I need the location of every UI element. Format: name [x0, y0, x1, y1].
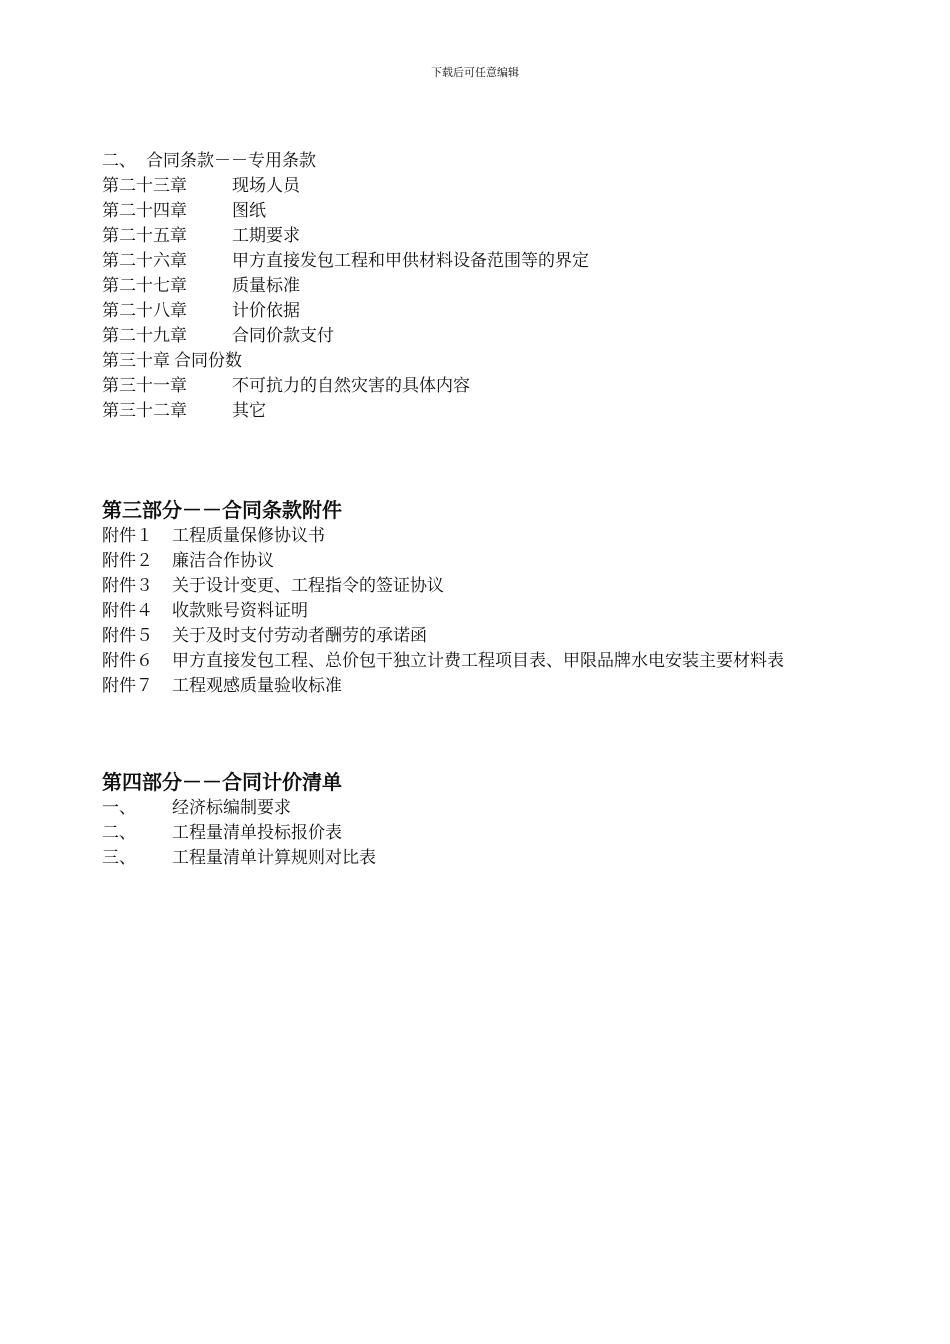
pricing-number: 三、	[102, 848, 136, 868]
chapter-title: 合同价款支付	[232, 326, 334, 346]
appendix-item	[102, 649, 862, 674]
chapter-item	[102, 274, 862, 299]
chapter-number: 第三十二章	[102, 401, 187, 421]
pricing-list-section	[102, 768, 862, 871]
chapter-number: 第二十九章	[102, 326, 187, 346]
chapter-title: 合同份数	[174, 351, 242, 371]
appendix-number: 附件１	[102, 526, 153, 546]
appendix-title: 关于及时支付劳动者酬劳的承诺函	[172, 626, 427, 646]
appendix-item	[102, 674, 862, 699]
chapter-item	[102, 174, 862, 199]
chapter-title: 计价依据	[232, 301, 300, 321]
appendix-title: 甲方直接发包工程、总价包干独立计费工程项目表、甲限品牌水电安装主要材料表	[172, 651, 784, 671]
appendix-number: 附件２	[102, 551, 153, 571]
chapter-item	[102, 324, 862, 349]
chapter-number: 第二十五章	[102, 226, 187, 246]
chapter-number: 第二十三章	[102, 176, 187, 196]
chapter-title: 图纸	[232, 201, 266, 221]
chapter-item	[102, 399, 862, 424]
appendix-title: 廉洁合作协议	[172, 551, 274, 571]
appendix-number: 附件６	[102, 651, 153, 671]
pricing-item	[102, 846, 862, 871]
appendix-item	[102, 624, 862, 649]
pricing-title: 工程量清单计算规则对比表	[172, 848, 376, 868]
chapter-number: 第二十八章	[102, 301, 187, 321]
chapter-item	[102, 249, 862, 274]
chapter-item	[102, 224, 862, 249]
appendix-title: 关于设计变更、工程指令的签证协议	[172, 576, 444, 596]
appendix-item	[102, 599, 862, 624]
page-header-note: 下载后可任意编辑	[431, 66, 519, 79]
section-number: 二、	[102, 151, 136, 171]
pricing-title: 工程量清单投标报价表	[172, 823, 342, 843]
pricing-title: 经济标编制要求	[172, 798, 291, 818]
appendix-number: 附件３	[102, 576, 153, 596]
appendix-title: 工程观感质量验收标准	[172, 676, 342, 696]
section-title: 合同条款－－专用条款	[146, 151, 316, 171]
chapter-number: 第三十一章	[102, 376, 187, 396]
special-clauses-section	[102, 149, 862, 424]
chapter-title: 质量标准	[232, 276, 300, 296]
appendix-item	[102, 524, 862, 549]
chapter-title: 现场人员	[232, 176, 300, 196]
chapter-number: 第三十章	[102, 351, 170, 371]
chapter-title: 不可抗力的自然灾害的具体内容	[232, 376, 470, 396]
appendix-title: 收款账号资料证明	[172, 601, 308, 621]
appendix-section	[102, 496, 862, 699]
chapter-item	[102, 374, 862, 399]
chapter-title: 其它	[232, 401, 266, 421]
pricing-item	[102, 796, 862, 821]
chapter-item	[102, 199, 862, 224]
appendix-number: 附件５	[102, 626, 153, 646]
section-heading: 第三部分－－合同条款附件	[102, 498, 342, 522]
section-title-row	[102, 149, 862, 174]
appendix-number: 附件７	[102, 676, 153, 696]
chapter-number: 第二十四章	[102, 201, 187, 221]
chapter-item	[102, 299, 862, 324]
pricing-number: 二、	[102, 823, 136, 843]
chapter-number: 第二十六章	[102, 251, 187, 271]
chapter-number: 第二十七章	[102, 276, 187, 296]
appendix-item	[102, 574, 862, 599]
chapter-title: 甲方直接发包工程和甲供材料设备范围等的界定	[232, 251, 589, 271]
appendix-title: 工程质量保修协议书	[172, 526, 325, 546]
appendix-item	[102, 549, 862, 574]
appendix-number: 附件４	[102, 601, 153, 621]
pricing-item	[102, 821, 862, 846]
pricing-number: 一、	[102, 798, 136, 818]
chapter-title: 工期要求	[232, 226, 300, 246]
section-heading: 第四部分－－合同计价清单	[102, 770, 342, 794]
chapter-item	[102, 349, 862, 374]
